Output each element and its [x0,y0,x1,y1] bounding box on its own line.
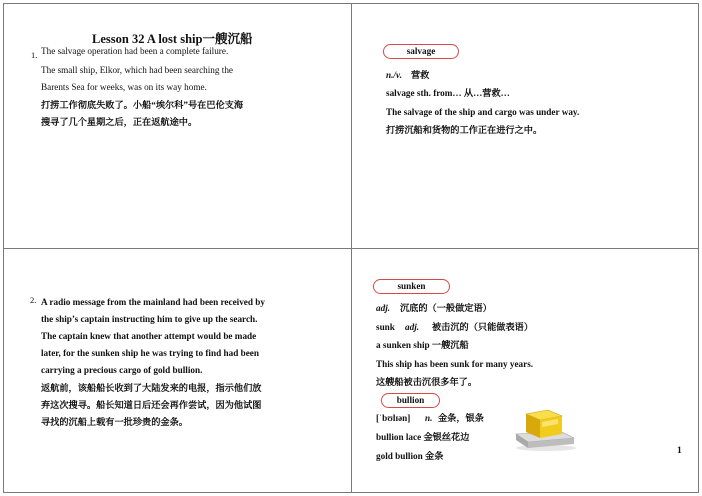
phrase: gold bullion 金条 [376,451,444,461]
page-number: 1 [677,446,682,456]
lesson-title: Lesson 32 A lost ship一艘沉船 [92,32,253,46]
definition: 沉底的（一般做定语） [400,303,492,313]
english-line: The small ship, Elkor, which had been searching the [41,65,234,75]
definition: 被击沉的（只能做表语） [432,322,534,332]
word: sunk [376,322,395,332]
gold-bullion-bar-image [512,404,578,452]
english-line: The salvage operation had been a complete failure. [41,46,229,56]
part-of-speech: n. [425,413,433,423]
definition: 金条，银条 [438,413,484,423]
english-line: later, for the sunken ship he was trying to find had been [41,348,259,358]
part-of-speech: n./v. [386,70,402,80]
chinese-line: 寻找的沉船上载有一批珍贵的金条。 [41,417,188,427]
grid-horizontal-divider [3,248,699,249]
phonetic: [ˈbʊlɪən] [376,413,411,423]
phrase: a sunken ship 一艘沉船 [376,340,469,350]
chinese-line: 搜寻了几个星期之后，正在返航途中。 [41,117,198,127]
example-sentence: The salvage of the ship and cargo was under way. [386,107,580,117]
keyword-pill-salvage: salvage [383,44,459,59]
english-line: carrying a precious cargo of gold bullion. [41,365,203,375]
keyword-pill-bullion: bullion [381,393,440,408]
example-translation: 这艘船被击沉很多年了。 [376,377,478,387]
english-line: A radio message from the mainland had been received by [41,297,265,307]
definition: 营救 [411,70,430,80]
phrase: bullion lace 金银丝花边 [376,432,470,442]
part-of-speech: adj. [376,303,391,313]
example-sentence: This ship has been sunk for many years. [376,359,534,369]
example-translation: 打捞沉船和货物的工作正在进行之中。 [386,125,543,135]
keyword-pill-sunken: sunken [373,279,450,294]
chinese-line: 返航前，该船船长收到了大陆发来的电报，指示他们放 [41,383,262,393]
phrase: salvage sth. from… 从…营救… [386,88,510,98]
chinese-line: 弃这次搜寻。船长知道日后还会再作尝试，因为他试图 [41,400,262,410]
english-line: the ship’s captain instructing him to give up the search. [41,314,258,324]
english-line: Barents Sea for weeks, was on its way home. [41,82,207,92]
item-number: 1. [31,50,38,60]
english-line: The captain knew that another attempt would be made [41,331,257,341]
chinese-line: 打捞工作彻底失败了。小船“埃尔科”号在巴伦支海 [41,100,244,110]
item-number: 2. [30,295,37,305]
part-of-speech: adj. [405,322,420,332]
